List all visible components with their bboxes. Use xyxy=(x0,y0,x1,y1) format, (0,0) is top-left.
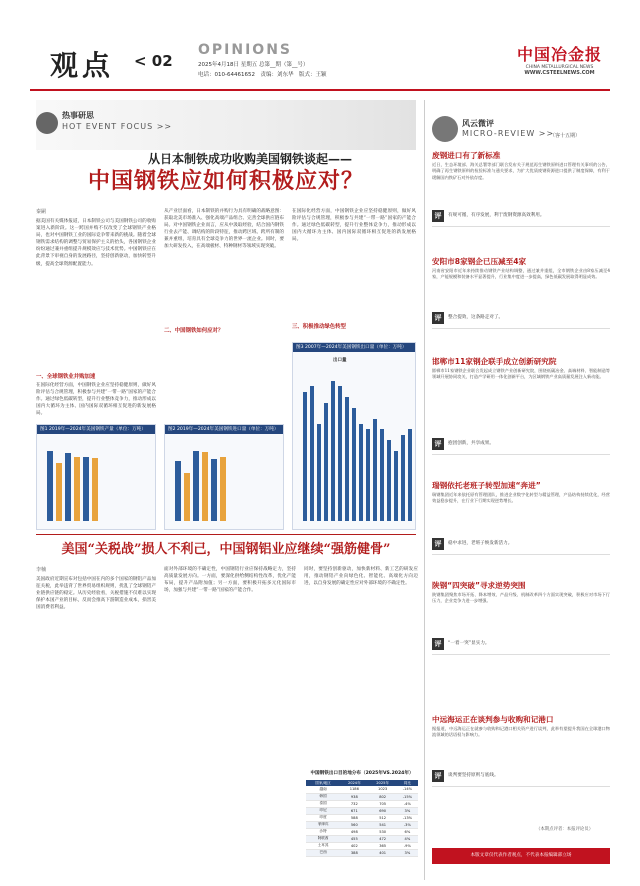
issue-info: 2025年4月18日 星期五 总第__期（第__号） xyxy=(198,62,309,68)
chart-bar-2021 xyxy=(401,435,405,521)
review-text: 近日，生态环境部、海关总署等部门联合发布关于规范再生钢铁原料进口管理有关事项的公告，明确了再生钢铁原料的检验标准与通关要求，为扩大优质废钢资源进口提供了制度保障，有利于缓解国内铁矿石对外依存度。 xyxy=(432,162,610,180)
contact-info: 电话：010-64461652 责编：刘东华 版式：王颖 xyxy=(198,72,327,78)
review-title: 陕钢“四突破”寻求逆势突围 xyxy=(432,581,526,590)
export-table xyxy=(306,780,418,857)
chart-bar-2011 xyxy=(331,381,335,521)
table-cell: -15% xyxy=(397,793,418,800)
chart-bar-2024 xyxy=(220,457,226,521)
review-divider xyxy=(432,654,610,655)
review-comment xyxy=(432,538,610,550)
chart-1-caption: 图1 2019年—2024年美国钢铁产量（单位：万吨） xyxy=(37,425,155,434)
table-row xyxy=(306,807,418,814)
review-text: 邯郸市11家钢铁企业联合发起成立钢铁产业创新研究院，围绕低碳冶金、高端材料、智能制造等领域开展协同攻关，打造产学研用一体化创新平台，为区域钢铁产业高质量发展注入新动能。 xyxy=(432,368,610,380)
review-title: 安阳市8家钢企已压减至4家 xyxy=(432,257,527,266)
table-cell: 6% xyxy=(397,828,418,835)
newspaper-logo xyxy=(517,42,602,76)
section-title: 观点 xyxy=(50,49,115,82)
chart-1 xyxy=(36,424,156,530)
chart-bar-2019 xyxy=(47,451,53,521)
chart-bar-2020 xyxy=(184,473,190,521)
comment-badge-icon: 评 xyxy=(432,312,444,324)
comment-badge-icon: 评 xyxy=(432,770,444,782)
table-row xyxy=(306,849,418,856)
export-table-title: 中国钢铁出口目的地分布（2025年VS.2024年） xyxy=(310,771,414,776)
article-headline: 中国钢铁应如何积极应对？ xyxy=(87,168,364,194)
review-comment-text: 整合提效，这条路走对了。 xyxy=(448,315,504,320)
table-cell: -9% xyxy=(397,842,418,849)
table-cell: 1186 xyxy=(340,786,368,793)
table-cell: 560 xyxy=(340,821,368,828)
chart-bar-2009 xyxy=(317,424,321,521)
chart-3 xyxy=(292,342,416,530)
comment-badge-icon: 评 xyxy=(432,638,444,650)
review-comment xyxy=(432,770,610,782)
review-comment-text: “一着一突”显实力。 xyxy=(448,641,490,646)
chart-bar-2022 xyxy=(408,429,412,521)
table-cell: 1023 xyxy=(368,786,396,793)
masthead xyxy=(30,38,610,88)
chart-bar-2023 xyxy=(211,459,217,521)
chart-bar-2014 xyxy=(352,408,356,521)
article-subhead-1: 一、全球钢铁业并购加速 xyxy=(36,374,96,380)
article-subhead-3: 三、积极推动绿色转型 xyxy=(292,324,346,330)
table-header-cell: 同比 xyxy=(397,780,418,786)
review-comment xyxy=(432,438,610,450)
table-header-cell: 2025年 xyxy=(368,780,396,786)
table-cell: 印尼 xyxy=(306,807,340,814)
chart-bar-2023 xyxy=(415,429,416,521)
table-cell: 3% xyxy=(397,849,418,856)
review-title: 废钢进口有了新标准 xyxy=(432,151,501,160)
chart-bar-2022 xyxy=(74,457,80,521)
table-cell: 802 xyxy=(368,793,396,800)
article-kicker: 从日本制铁成功收购美国钢铁谈起—— xyxy=(147,152,352,166)
table-cell: 498 xyxy=(340,828,368,835)
chart-bar-2020 xyxy=(394,451,398,521)
table-cell: 690 xyxy=(368,807,396,814)
column-separator xyxy=(424,100,425,880)
masthead-rule xyxy=(30,89,610,91)
table-cell: 365 xyxy=(368,842,396,849)
chart-bar-2022 xyxy=(202,452,208,521)
review-comment xyxy=(432,638,610,650)
table-cell: 菲律宾 xyxy=(306,821,340,828)
table-cell: 韩国 xyxy=(306,793,340,800)
table-cell: 越南 xyxy=(306,786,340,793)
review-divider xyxy=(432,786,610,787)
chart-bar-2019 xyxy=(175,461,181,521)
micro-issue: （客十五期） xyxy=(550,133,581,139)
chart-3-bars xyxy=(303,381,416,521)
table-cell: 阿联酋 xyxy=(306,835,340,842)
chart-bar-2015 xyxy=(359,424,363,521)
review-comment-text: 谈判要坚持原则与底线。 xyxy=(448,773,499,778)
micro-tag-cn: 风云微评 xyxy=(462,119,494,128)
table-cell: 671 xyxy=(340,807,368,814)
table-cell: 沙特 xyxy=(306,828,340,835)
table-cell: 402 xyxy=(340,842,368,849)
table-cell: 401 xyxy=(368,849,396,856)
article-byline: 秦嗣 xyxy=(36,209,47,215)
review-title: 中远海运正在谈判参与收购和记港口 xyxy=(432,715,554,724)
chart-2 xyxy=(164,424,284,530)
review-divider xyxy=(432,454,610,455)
article-column-1b: 在国际化经营方面，中国钢铁企业应坚持稳健原则，做好风险评估与合规管理，积极参与共建“一带一路”国家的产能合作。通过绿色低碳转型，提升行业整体竞争力，推动形成以国内大循环为主体、国内国际双循环相互促进的新发展格局。 xyxy=(36,383,156,417)
article-subhead-2: 二、中国钢铁如何应对？ xyxy=(164,328,224,334)
table-row xyxy=(306,842,418,849)
table-cell: 388 xyxy=(340,849,368,856)
chart-bar-2021 xyxy=(65,453,71,521)
table-cell: -14% xyxy=(397,786,418,793)
hot-event-tag xyxy=(36,108,196,136)
review-text: 据报道，中远海运正在就参与收购和记港口相关资产进行谈判，此举有望提升我国在全球港口物流领域的话语权与影响力。 xyxy=(432,726,610,738)
chart-bar-2010 xyxy=(324,403,328,521)
review-signoff: （本期点评者：本报评论员） xyxy=(536,827,594,832)
table-cell: 4% xyxy=(397,835,418,842)
table-cell: -13% xyxy=(397,814,418,821)
table-row xyxy=(306,821,418,828)
chart-bar-2008 xyxy=(310,386,314,521)
review-title: 瑞钢依托老班子转型加速“奔进” xyxy=(432,481,541,490)
logo-url: WWW.CSTEELNEWS.COM xyxy=(524,70,595,76)
chart-bar-2021 xyxy=(193,451,199,521)
article2-byline: 李楠 xyxy=(36,567,47,573)
review-divider xyxy=(432,554,610,555)
review-title: 邯郸市11家钢企联手成立创新研究院 xyxy=(432,357,557,366)
hot-tag-en: HOT EVENT FOCUS >> xyxy=(62,122,173,131)
hot-tag-cn: 热事研思 xyxy=(62,111,94,120)
table-cell: 472 xyxy=(368,835,396,842)
review-text: 瑞钢集团近年来依托原有管理团队，推进企业数字化转型与精益管理，产品结构持续优化，经营效益稳步提升，在行业下行期实现逆势增长。 xyxy=(432,492,610,504)
table-cell: 3% xyxy=(397,807,418,814)
chart-bar-2024 xyxy=(92,458,98,521)
article2-column-2: 面对外部环境的不确定性，中国钢铝行业应保持战略定力，坚持高质量发展方向。一方面，要深化供给侧结构性改革，优化产能布局，提升产品附加值；另一方面，要积极开拓多元化国际市场，加强与共建“一带一路”国家的产能合作。 xyxy=(164,567,296,594)
table-cell: 泰国 xyxy=(306,800,340,807)
table-row xyxy=(306,786,418,793)
chart-2-caption: 图2 2019年—2024年美国钢铁进口量（单位：万吨） xyxy=(165,425,283,434)
table-body xyxy=(306,786,418,856)
table-cell: 530 xyxy=(368,828,396,835)
table-cell: 541 xyxy=(368,821,396,828)
table-cell: -4% xyxy=(397,800,418,807)
chart-bar-2012 xyxy=(338,386,342,521)
chart-bar-2016 xyxy=(366,429,370,521)
table-cell: 455 xyxy=(340,835,368,842)
comment-badge-icon: 评 xyxy=(432,538,444,550)
article2-headline: 美国“关税战”损人不利己，中国钢铝业应继续“强筋健骨” xyxy=(61,542,391,557)
article-column-1: 据美国有关媒体报道，日本制铁公司与美国钢铁公司的收购案进入新阶段。这一跨国并购不仅改变了全球钢铁产业格局，也对中国钢铁工业的国际竞争带来新的挑战。随着全球钢铁需求结构的调整与贸易保护主义的抬头，各国钢铁企业纷纷通过兼并重组提升规模效应与技术优势。中国钢铁应在此背景下审视自身的发展路径，坚持创新驱动，加快转型升级，提高全球资源配置能力。 xyxy=(36,219,156,267)
chart-bar-2023 xyxy=(83,457,89,521)
review-divider xyxy=(432,328,610,329)
page-footer-notice: 本版文章仅代表作者观点，不代表本报编辑部立场 xyxy=(432,848,610,864)
article2-column-1: 美国政府近期宣布对包括中国在内的多个国家的钢铝产品加征关税，此举违背了世界贸易组织规则，扰乱了全球钢铝产业链供应链的稳定。从历史经验看，关税措施不仅难以实现保护本国产业的目标，反而会推高下游制造业成本，损害美国消费者利益。 xyxy=(36,577,156,611)
table-cell: 732 xyxy=(340,800,368,807)
table-cell: 938 xyxy=(340,793,368,800)
table-header-cell: 国家/地区 xyxy=(306,780,340,786)
chart-bar-2018 xyxy=(380,429,384,521)
chart-1-bars xyxy=(47,451,98,521)
table-cell: 705 xyxy=(368,800,396,807)
review-divider xyxy=(432,226,610,227)
chart-bar-2020 xyxy=(56,463,62,521)
table-row xyxy=(306,828,418,835)
article-column-2: 从产业层面看，日本制铁的并购行为具有明确的战略意图：获取北美市场准入、强化高端产品组合、完善全球供应链布局。对中国钢铁企业而言，应从中汲取经验，结合国内钢铁行业去产能、调结构的阶段特征，推动跨区域、跨所有制的兼并重组，培育具有全球竞争力的世界一流企业。同时，要加大研发投入，在高端板材、特种钢材等领域实现突破。 xyxy=(164,209,284,250)
table-row xyxy=(306,793,418,800)
review-text: 陕钢集团聚焦市场开拓、降本增效、产品升级、机制改革四个方面实现突破，积极应对市场下行压力，企业竞争力进一步增强。 xyxy=(432,592,610,604)
table-cell: 巴西 xyxy=(306,849,340,856)
table-row xyxy=(306,835,418,842)
article2-column-3: 同时，要坚持创新驱动，加快新材料、新工艺的研发应用，推动钢铝产业向绿色化、智能化、高端化方向迈进，以自身发展的确定性应对外部环境的不确定性。 xyxy=(304,567,418,587)
chart-bar-2007 xyxy=(303,392,307,521)
section-english: OPINIONS xyxy=(198,42,292,58)
comment-badge-icon: 评 xyxy=(432,210,444,222)
table-cell: 印度 xyxy=(306,814,340,821)
micro-review-tag xyxy=(432,114,612,144)
review-comment-text: 有规可循，有序发展，利于废钢资源高效利用。 xyxy=(448,213,545,218)
table-cell: 土耳其 xyxy=(306,842,340,849)
table-header-cell: 2024年 xyxy=(340,780,368,786)
comment-badge-icon: 评 xyxy=(432,438,444,450)
review-comment-text: 稳中求进，老班子焕发新活力。 xyxy=(448,541,513,546)
chart-bar-2013 xyxy=(345,397,349,521)
review-comment-text: 抱团创新，共享成果。 xyxy=(448,441,494,446)
table-cell: -3% xyxy=(397,821,418,828)
review-comment xyxy=(432,312,610,324)
review-comment xyxy=(432,210,610,222)
table-row xyxy=(306,800,418,807)
chart-bar-2017 xyxy=(373,419,377,521)
table-cell: 588 xyxy=(340,814,368,821)
hot-circle-icon xyxy=(36,112,58,134)
logo-en: CHINA METALLURGICAL NEWS xyxy=(525,65,594,70)
micro-tag-en: MICRO-REVIEW >> xyxy=(462,129,555,138)
page-number: < 02 xyxy=(134,52,173,70)
chart-2-bars xyxy=(175,451,226,521)
article-column-3: 在国际化经营方面，中国钢铁企业应坚持稳健原则，做好风险评估与合规管理，积极参与共建“一带一路”国家的产能合作。通过绿色低碳转型，提升行业整体竞争力，推动形成以国内大循环为主体、国内国际双循环相互促进的新发展格局。 xyxy=(292,209,416,243)
chart-3-caption: 图3 2007年—2024年美国钢铁出口量（单位：万吨） xyxy=(293,343,415,352)
logo-cn: 中国冶金报 xyxy=(516,45,602,64)
chart-3-inner-title: 出口量 xyxy=(333,358,347,363)
table-row xyxy=(306,814,418,821)
table-cell: 512 xyxy=(368,814,396,821)
micro-circle-icon xyxy=(432,116,458,142)
review-text: 河南省安阳市近年来持续推动钢铁产业结构调整，通过兼并重组，全市钢铁企业由8家压减至4家，产能规模和装备水平显著提升，行业集中度进一步提高，绿色低碳发展取得明显成效。 xyxy=(432,268,610,280)
chart-bar-2019 xyxy=(387,440,391,521)
